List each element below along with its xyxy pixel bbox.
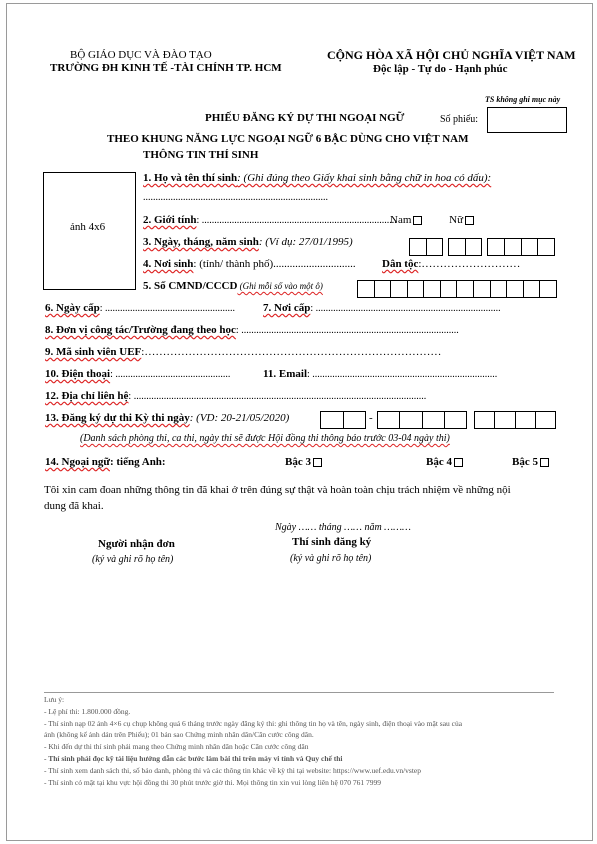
field-5-label: 5. Số CMND/CCCD <box>143 280 238 292</box>
notes-heading: Lưu ý: <box>44 695 65 704</box>
field-10-label: 10. Điện thoại <box>45 368 111 380</box>
id-number-boxes[interactable] <box>357 280 557 298</box>
dob-year-boxes[interactable] <box>487 238 555 256</box>
field-2-dots[interactable]: : .............................................................................. <box>196 215 397 226</box>
photo-label: ảnh 4x6 <box>70 221 106 233</box>
field-12-dots[interactable]: : ..................................................................................................................... <box>128 391 427 402</box>
field-9-label: 9. Mã sinh viên UEF <box>45 346 142 358</box>
field-4-label: 4. Nơi sinh <box>143 258 194 270</box>
note-item: ảnh (không kể ảnh dán trên Phiếu); 01 bản sao Chứng minh nhân dân/Căn cước công dân. <box>44 730 314 739</box>
field-13-hint: : (VD: 20-21/05/2020) <box>189 412 290 424</box>
nam-label: Nam <box>390 214 412 226</box>
field-12-label: 12. Địa chỉ liên hệ <box>45 390 129 402</box>
field-5-hint: (Ghi mỗi số vào một ô) <box>237 281 323 291</box>
field-4-hint[interactable]: : (tỉnh/ thành phố).............................. <box>193 258 356 270</box>
title-line1: PHIẾU ĐĂNG KÝ DỰ THI NGOẠI NGỮ <box>205 112 405 124</box>
nu-label: Nữ <box>449 214 464 226</box>
nu-checkbox[interactable] <box>465 216 474 225</box>
field-8-dots[interactable]: : ....................................................................................... <box>235 325 459 336</box>
exam-dash: - <box>369 412 373 424</box>
date-line: Ngày …… tháng …… năm ……… <box>275 522 411 533</box>
declaration-line2: dung đã khai. <box>44 500 104 512</box>
dan-toc-dots[interactable]: :……………………… <box>418 258 521 270</box>
ts-note: TS không ghi mục này <box>485 95 561 104</box>
declaration-line1: Tôi xin cam đoan những thông tin đã khai ở trên đúng sự thật và hoàn toàn chịu trách nhiệm về những nội <box>44 484 511 496</box>
bac3-label: Bậc 3 <box>285 456 311 468</box>
field-8-label: 8. Đơn vị công tác/Trường đang theo học <box>45 324 236 336</box>
title-line3: THÔNG TIN THÍ SINH <box>143 149 259 161</box>
field-1-label: 1. Họ và tên thí sinh <box>143 172 238 184</box>
bac3-checkbox[interactable] <box>313 458 322 467</box>
field-1-dots[interactable]: .......................................................................... <box>143 192 328 203</box>
exam-month-boxes[interactable] <box>377 411 467 429</box>
field-6-label: 6. Ngày cấp <box>45 302 100 314</box>
so-phieu-label: Số phiếu: <box>440 114 479 125</box>
title-line2: THEO KHUNG NĂNG LỰC NGOẠI NGỮ 6 BẬC DÙNG CHO VIỆT NAM <box>107 133 469 145</box>
field-7-label: 7. Nơi cấp <box>263 302 311 314</box>
notes-divider <box>44 692 554 693</box>
field-14-label: 14. Ngoại ngữ <box>45 456 110 468</box>
bac5-checkbox[interactable] <box>540 458 549 467</box>
candidate-title: Thí sinh đăng ký <box>292 536 372 548</box>
note-item: - Thí sinh nạp 02 ảnh 4×6 cụ chụp không quá 6 tháng trước ngày đăng ký thi: ghi thông tin họ và tên, ngày sinh, điện thoại vào mặt sau của <box>44 719 463 728</box>
note-item: - Thí sinh phải đọc kỹ tài liệu hướng dẫn các bước làm bài thi trên máy vi tính và Quy chế thi <box>44 754 343 763</box>
field-9-dots[interactable]: :……………………………………………………………………… <box>141 346 442 358</box>
note-item: - Thí sinh có mặt tại khu vực hội đồng thi 30 phút trước giờ thi. Mọi thông tin xin vui lòng liên hệ 070 761 7999 <box>44 778 381 787</box>
field-11-label: 11. Email <box>263 368 308 380</box>
dob-day-boxes[interactable] <box>409 238 443 256</box>
receiver-note: (ký và ghi rõ họ tên) <box>92 554 174 565</box>
ministry-name: BỘ GIÁO DỤC VÀ ĐÀO TẠO <box>70 49 212 61</box>
field-3-hint: : (Ví dụ: 27/01/1995) <box>258 236 353 248</box>
field-11-dots[interactable]: : .......................................................................... <box>307 369 498 380</box>
field-14-value: : tiếng Anh: <box>109 456 166 468</box>
dob-month-boxes[interactable] <box>448 238 482 256</box>
nam-checkbox[interactable] <box>413 216 422 225</box>
so-phieu-box[interactable] <box>487 107 567 133</box>
bac4-checkbox[interactable] <box>454 458 463 467</box>
exam-day-boxes[interactable] <box>320 411 366 429</box>
exam-year-boxes[interactable] <box>474 411 556 429</box>
field-13-note: (Danh sách phòng thi, ca thi, ngày thi sẽ được Hội đồng thi thông báo trước 03-04 ngày thi) <box>80 433 450 444</box>
field-2-label: 2. Giới tính <box>143 214 197 226</box>
field-6-dots[interactable]: : .................................................... <box>99 303 235 314</box>
motto: Độc lập - Tự do - Hạnh phúc <box>373 63 508 75</box>
university-name: TRƯỜNG ĐH KINH TẾ -TÀI CHÍNH TP. HCM <box>50 62 282 74</box>
note-item: - Thí sinh xem danh sách thi, số báo danh, phòng thi và các thông tin khác về kỳ thi tại website: https://www.uef.edu.vn/vstep <box>44 766 422 775</box>
field-1-hint: : (Ghi đúng theo Giấy khai sinh bằng chữ in hoa có dấu): <box>237 172 492 184</box>
field-3-label: 3. Ngày, tháng, năm sinh <box>143 236 259 248</box>
field-10-dots[interactable]: : .............................................. <box>110 369 231 380</box>
receiver-title: Người nhận đơn <box>98 538 175 550</box>
dan-toc-label: Dân tộc <box>382 258 419 270</box>
republic-name: CỘNG HÒA XÃ HỘI CHỦ NGHĨA VIỆT NAM <box>327 48 576 62</box>
bac5-label: Bậc 5 <box>512 456 538 468</box>
note-item: - Lệ phí thi: 1.800.000 đồng. <box>44 707 131 716</box>
candidate-note: (ký và ghi rõ họ tên) <box>290 553 372 564</box>
bac4-label: Bậc 4 <box>426 456 452 468</box>
field-7-dots[interactable]: : .......................................................................... <box>310 303 501 314</box>
field-13-label: 13. Đăng ký dự thi Kỳ thi ngày <box>45 412 190 424</box>
note-item: - Khi đến dự thi thí sinh phải mang theo Chứng minh nhân dân hoặc Căn cước công dân <box>44 742 309 751</box>
